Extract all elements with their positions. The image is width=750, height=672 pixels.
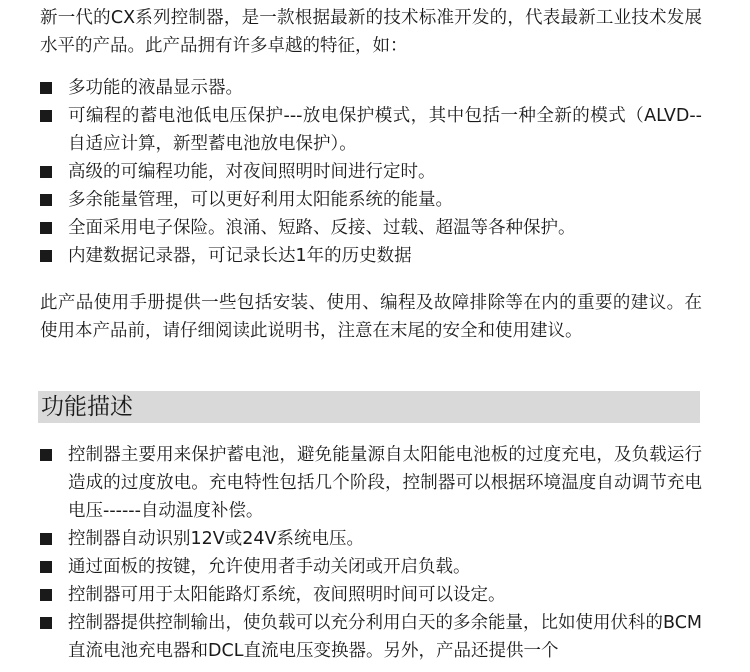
square-bullet-icon	[40, 617, 52, 629]
list-item-text: 控制器可用于太阳能路灯系统，夜间照明时间可以设定。	[68, 585, 506, 605]
section-title: 功能描述	[41, 394, 133, 420]
square-bullet-icon	[40, 82, 52, 94]
square-bullet-icon	[40, 589, 52, 601]
list-item-text: 控制器提供控制输出，使负载可以充分利用白天的多余能量，比如使用伏科的BCM直流电池充电器和DCL直流电压变换器。另外，产品还提供一个	[68, 613, 703, 661]
list-item	[40, 525, 702, 553]
list-item-text: 多余能量管理，可以更好利用太阳能系统的能量。	[68, 190, 453, 210]
list-item	[40, 214, 702, 242]
list-item	[40, 553, 702, 581]
list-item	[40, 609, 702, 665]
intro-paragraph: 新一代的CX系列控制器，是一款根据最新的技术标准开发的，代表最新工业技术发展水平的产品。此产品拥有许多卓越的特征，如：	[40, 8, 702, 56]
square-bullet-icon	[40, 533, 52, 545]
list-item	[40, 102, 702, 158]
list-item-text: 全面采用电子保险。浪涌、短路、反接、过载、超温等各种保护。	[68, 218, 576, 238]
list-item	[40, 74, 702, 102]
list-item	[40, 581, 702, 609]
list-item-text: 通过面板的按键，允许使用者手动关闭或开启负载。	[68, 557, 471, 577]
list-item-text: 控制器主要用来保护蓄电池，避免能量源自太阳能电池板的过度充电，及负载运行造成的过度放电。充电特性包括几个阶段，控制器可以根据环境温度自动调节充电电压------自动温度补偿。	[68, 445, 702, 521]
list-item-text: 多功能的液晶显示器。	[68, 78, 243, 98]
list-item	[40, 242, 702, 270]
list-item	[40, 441, 702, 525]
square-bullet-icon	[40, 194, 52, 206]
feature-list	[40, 74, 702, 270]
list-item-text: 可编程的蓄电池低电压保护---放电保护模式，其中包括一种全新的模式（ALVD--自适应计算，新型蓄电池放电保护）。	[68, 106, 702, 154]
list-item-text: 高级的可编程功能，对夜间照明时间进行定时。	[68, 162, 436, 182]
square-bullet-icon	[40, 561, 52, 573]
square-bullet-icon	[40, 222, 52, 234]
square-bullet-icon	[40, 110, 52, 122]
square-bullet-icon	[40, 250, 52, 262]
section-header	[38, 391, 700, 423]
function-list	[40, 441, 702, 665]
list-item	[40, 158, 702, 186]
square-bullet-icon	[40, 449, 52, 461]
square-bullet-icon	[40, 166, 52, 178]
list-item	[40, 186, 702, 214]
list-item-text: 控制器自动识别12V或24V系统电压。	[68, 529, 364, 549]
manual-note-paragraph: 此产品使用手册提供一些包括安装、使用、编程及故障排除等在内的重要的建议。在使用本产品前，请仔细阅读此说明书，注意在末尾的安全和使用建议。	[40, 293, 702, 341]
list-item-text: 内建数据记录器，可记录长达1年的历史数据	[68, 246, 412, 266]
